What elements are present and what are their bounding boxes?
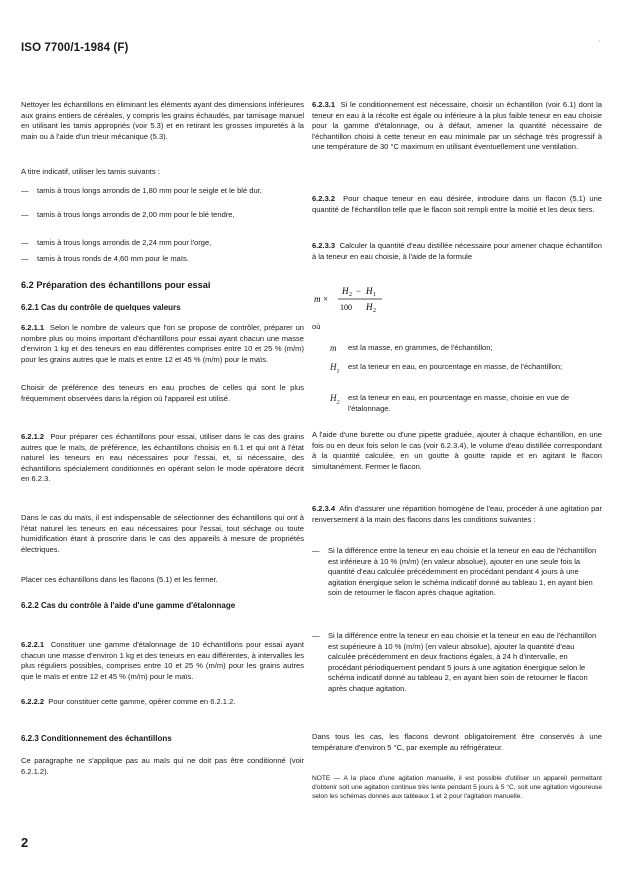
- paragraph: Nettoyer les échantillons en éliminant les éléments ayant des dimensions inférieures aux grains entiers de céréales, y compris les grains échaudés, par tamisage manuel en utilisant les tamis appropriés (voir 5.3) et en retirant les grosses impuretés à la main ou à l'aide d'un trieur mécanique (5.3).: [21, 100, 304, 141]
- paragraph: A titre indicatif, utiliser les tamis suivants :: [21, 167, 160, 176]
- svg-text:100: 100: [340, 303, 352, 312]
- page-number: 2: [21, 835, 29, 850]
- paragraph: Dans tous les cas, les flacons devront obligatoirement être conservés à une température d'environ 5 °C, par exemple au réfrigérateur.: [312, 732, 602, 752]
- svg-text:2: 2: [349, 292, 352, 298]
- scan-mark: ·: [598, 38, 601, 45]
- paragraph-6-2-2-2: 6.2.2.2 Pour constituer cette gamme, opérer comme en 6.2.1.2.: [21, 697, 236, 706]
- definition-m: m est la masse, en grammes, de l'échantillon;: [330, 343, 493, 353]
- svg-text:H: H: [342, 286, 349, 296]
- svg-text:1: 1: [373, 292, 376, 298]
- paragraph: A l'aide d'une burette ou d'une pipette graduée, ajouter à chaque échantillon, en une fois ou en deux fois selon le cas (voir 6.2.3.4), le volume d'eau distillée correspondant à la quantité calculée, en un goutte à goutte rapide et en agitant le flacon simultanément. Fermer le flacon.: [312, 430, 602, 471]
- section-heading-6-2-2: 6.2.2 Cas du contrôle à l'aide d'une gamme d'étalonnage: [21, 601, 236, 610]
- formula-where: où: [312, 322, 321, 331]
- section-heading-6-2: 6.2 Préparation des échantillons pour essai: [21, 280, 211, 290]
- paragraph-6-2-1-2: 6.2.1.2 Pour préparer ces échantillons pour essai, utiliser dans le cas des grains autres que le maïs, de préférence, les échantillons choisis en 6.1 et qui ont à l'état naturel les teneurs en eau nécessaires pour l'essai, et, si nécessaire, des échantillons spécialement conditionnés en opérant selon le mode opératoire décrit en 6.2.3.: [21, 432, 304, 484]
- svg-text:−: −: [356, 286, 362, 296]
- paragraph-6-2-3-4: 6.2.3.4 Afin d'assurer une répartition homogène de l'eau, procéder à une agitation par renversement à la main des flacons dans les conditions suivantes :: [312, 504, 603, 524]
- paragraph-6-2-3-3: 6.2.3.3 Calculer la quantité d'eau distillée nécessaire pour amener chaque échantillon à la teneur en eau choisie, à l'aide de la formule: [312, 241, 602, 261]
- list-item: — tamis à trous longs arrondis de 2,00 mm pour le blé tendre,: [21, 210, 235, 219]
- paragraph: Ce paragraphe ne s'applique pas au maïs qui ne doit pas être conditionné (voir 6.2.1.2).: [21, 756, 304, 776]
- section-heading-6-2-1: 6.2.1 Cas du contrôle de quelques valeurs: [21, 303, 181, 312]
- list-item: — tamis à trous longs arrondis de 1,80 mm pour le seigle et le blé dur,: [21, 186, 262, 195]
- svg-text:2: 2: [373, 308, 376, 314]
- paragraph-6-2-3-2: 6.2.3.2 Pour chaque teneur en eau désirée, introduire dans un flacon (5.1) une quantité de l'échantillon telle que le flacon soit rempli entre la moitié et les deux tiers.: [312, 194, 602, 214]
- section-heading-6-2-3: 6.2.3 Conditionnement des échantillons: [21, 734, 172, 743]
- svg-text:H: H: [366, 302, 373, 312]
- list-item: — tamis à trous longs arrondis de 2,24 mm pour l'orge,: [21, 238, 212, 247]
- formula: [312, 283, 412, 315]
- list-item: — Si la différence entre la teneur en eau choisie et la teneur en eau de l'échantillon est supérieure à 10 % (m/m) (en valeur absolue), ajouter la quantité d'eau calculée précédemment en deux fractions égales, à 24 h d'intervalle, en procédant périodiquement pendant 5 jours à une agitation énergique selon le schéma indicatif donné au tableau 2, en ayant bien soin de retourner le flacon après chaque agitation.: [312, 631, 597, 693]
- paragraph: Placer ces échantillons dans les flacons (5.1) et les fermer.: [21, 575, 218, 584]
- document-header: ISO 7700/1-1984 (F): [21, 42, 129, 54]
- paragraph-6-2-1-1: 6.2.1.1 Selon le nombre de valeurs que l'on se propose de contrôler, préparer un nombre plus ou moins important d'échantillons pour essai ayant chacun une masse d'environ 1 kg et des teneurs en eau différentes comprises entre 10 et 25 % (m/m) pour les grains autres que le maïs et entre 12 et 45 % (m/m) pour le maïs.: [21, 323, 304, 364]
- definition-h1: $H_1$ est la teneur en eau, en pourcentage en masse, de l'échantillon;: [330, 362, 563, 375]
- paragraph: Choisir de préférence des teneurs en eau proches de celles qui sont le plus fréquemment observées dans la région où l'appareil est utilisé.: [21, 383, 304, 403]
- paragraph-6-2-2-1: 6.2.2.1 Constituer une gamme d'étalonnage de 10 échantillons pour essai ayant chacun une masse d'environ 1 kg et des teneurs en eau différentes, à intervalles les plus réguliers possibles, comprises entre 10 et 25 % (m/m) pour les grains autres que le maïs et entre 12 et 45 % (m/m) pour le maïs.: [21, 640, 304, 681]
- svg-text:m: m: [314, 294, 321, 304]
- list-item: — Si la différence entre la teneur en eau choisie et la teneur en eau de l'échantillon est inférieure à 10 % (m/m) (en valeur absolue), ajouter en une seule fois la quantité d'eau calculée précédemment en procédant pendant 4 jours à une agitation énergique selon le schéma indicatif donné au tableau 1, en ayant bien soin de retourner le flacon après chaque agitation.: [312, 546, 597, 598]
- paragraph-6-2-3-1: 6.2.3.1 Si le conditionnement est nécessaire, choisir un échantillon (voir 6.1) dont la teneur en eau à la récolte est égale ou inférieure à la plus faible teneur en eau choisie pour la gamme d'étalonnage, ou à défaut, amener la quantité nécessaire de l'échantillon choisi à cette teneur en eau minimale par un séchage très progressif à une température de 30 °C maximum en utilisant éventuellement une ventilation.: [312, 100, 602, 152]
- svg-text:×: ×: [323, 294, 329, 304]
- note: NOTE — A la place d'une agitation manuelle, il est possible d'utiliser un appareil permettant d'obtenir soit une agitation continue très lente pendant 5 jours à 5 °C, soit une agitation vigoureuse selon les schémas donnés aux tableaux 1 et 2 pour l'agitation manuelle.: [312, 775, 602, 801]
- paragraph: Dans le cas du maïs, il est indispensable de sélectionner des échantillons qui ont à l'état naturel les teneurs en eau nécessaires pour l'essai, tout séchage ou toute humidification étant à proscrire dans le cas des appareils à mesure de propriétés électriques.: [21, 513, 304, 554]
- definition-h2: $H_2$ est la teneur en eau, en pourcentage en masse, choisie en vue de l'étalonnage.: [330, 393, 570, 413]
- svg-text:H: H: [366, 286, 373, 296]
- list-item: — tamis à trous ronds de 4,60 mm pour le maïs.: [21, 254, 189, 263]
